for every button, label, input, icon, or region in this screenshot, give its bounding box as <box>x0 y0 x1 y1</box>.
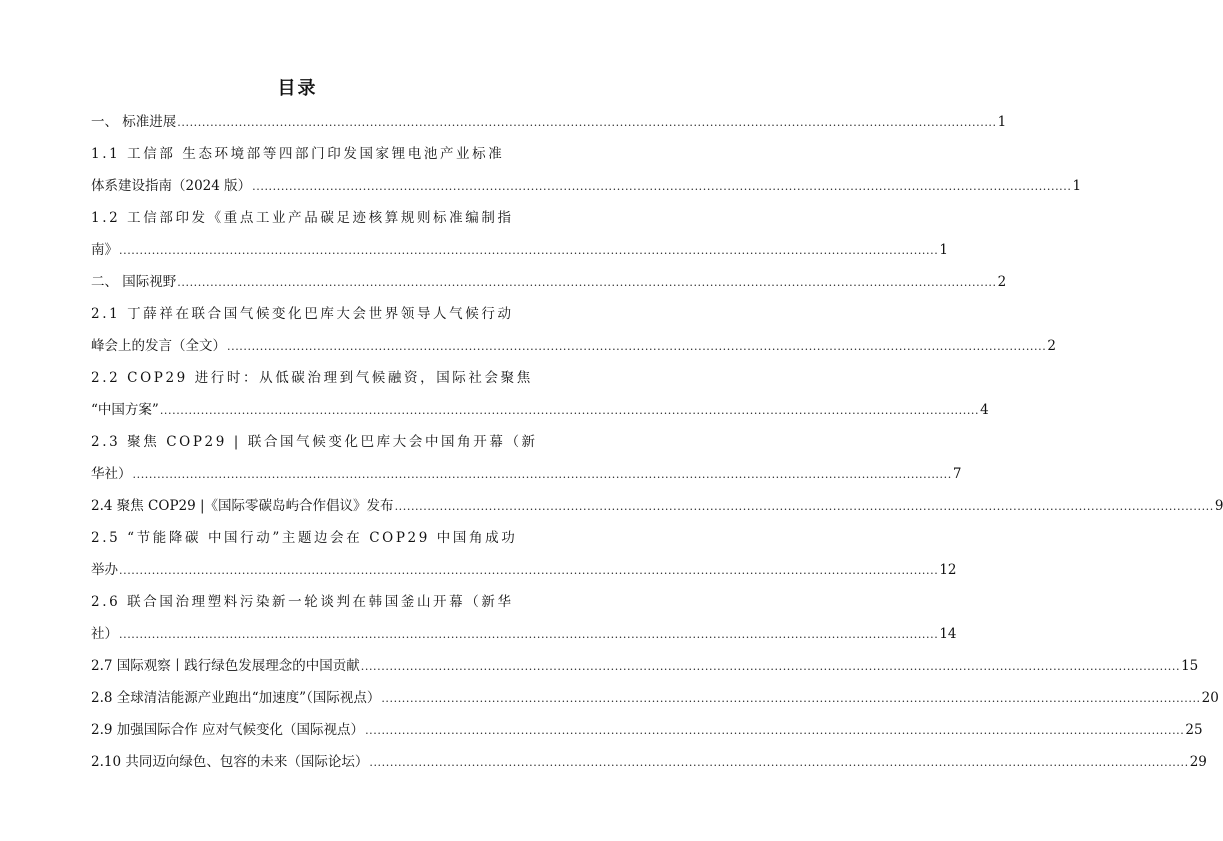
toc-entry-line[interactable] <box>91 650 1199 682</box>
toc-page-number: 7 <box>952 466 962 482</box>
toc-entry-line[interactable] <box>91 522 518 554</box>
toc-entry-text: 2.9 加强国际合作 应对气候变化（国际视点） <box>91 722 365 738</box>
toc-entry-line[interactable] <box>91 298 514 330</box>
toc-entry-line[interactable] <box>91 426 538 458</box>
dot-leader: ........................................................................................................................................................................................................ <box>394 500 1214 513</box>
toc-entry-line[interactable] <box>91 394 989 426</box>
toc-entry-text: 华社） <box>91 466 132 482</box>
toc-entry-line[interactable] <box>91 330 1056 362</box>
toc-entry-text: 体系建设指南（2024 版） <box>91 178 252 194</box>
toc-entry-line[interactable] <box>91 618 957 650</box>
toc-entry-text: 2.6 联合国治理塑料污染新一轮谈判在韩国釜山开幕（新华 <box>91 594 514 610</box>
toc-page-number: 20 <box>1201 690 1219 706</box>
toc-entry-text: 南》 <box>91 242 118 258</box>
toc-entry-line[interactable] <box>91 266 1007 298</box>
dot-leader: ........................................................................................................................................................................................................ <box>159 404 980 417</box>
dot-leader: ........................................................................................................................................................................................................ <box>119 244 939 257</box>
toc-entry-line[interactable] <box>91 490 1223 522</box>
dot-leader: ........................................................................................................................................................................................................ <box>119 564 939 577</box>
dot-leader: ........................................................................................................................................................................................................ <box>365 724 1185 737</box>
toc-page-number: 9 <box>1214 498 1223 514</box>
toc-entry-line[interactable] <box>91 234 948 266</box>
dot-leader: ........................................................................................................................................................................................................ <box>177 276 997 289</box>
toc-entry-text: 社） <box>91 626 118 642</box>
toc-entry-line[interactable] <box>91 138 505 170</box>
toc-entry-line[interactable] <box>91 714 1203 746</box>
toc-page-number: 2 <box>997 274 1007 290</box>
dot-leader: ........................................................................................................................................................................................................ <box>177 116 997 129</box>
toc-entry-line[interactable] <box>91 554 957 586</box>
toc-entry-line[interactable] <box>91 682 1219 714</box>
toc-entry-text: 1.1 工信部 生态环境部等四部门印发国家锂电池产业标准 <box>91 146 505 162</box>
dot-leader: ........................................................................................................................................................................................................ <box>132 468 952 481</box>
toc-entry-text: 1.2 工信部印发《重点工业产品碳足迹核算规则标准编制指 <box>91 210 514 226</box>
toc-entry-text: 2.1 丁薛祥在联合国气候变化巴库大会世界领导人气候行动 <box>91 306 514 322</box>
dot-leader: ........................................................................................................................................................................................................ <box>381 692 1201 705</box>
toc-page-number: 14 <box>939 626 957 642</box>
toc-entry-text: 一、 标准进展 <box>91 114 177 130</box>
toc-entry-text: 二、 国际视野 <box>91 274 177 290</box>
toc-entry-line[interactable] <box>91 586 514 618</box>
dot-leader: ........................................................................................................................................................................................................ <box>227 340 1047 353</box>
toc-entry-text: 2.5 “节能降碳 中国行动”主题边会在 COP29 中国角成功 <box>91 530 518 546</box>
dot-leader: ........................................................................................................................................................................................................ <box>119 628 939 641</box>
dot-leader: ........................................................................................................................................................................................................ <box>252 180 1072 193</box>
toc-page-number: 2 <box>1047 338 1056 354</box>
toc-entry-text: 2.2 COP29 进行时：从低碳治理到气候融资，国际社会聚焦 <box>91 370 533 386</box>
toc-entry-line[interactable] <box>91 202 514 234</box>
toc-entry-text: 2.4 聚焦 COP29 |《国际零碳岛屿合作倡议》发布 <box>91 498 394 514</box>
dot-leader: ........................................................................................................................................................................................................ <box>369 756 1189 769</box>
toc-entry-text: 2.8 全球清洁能源产业跑出“加速度”（国际视点） <box>91 690 381 706</box>
toc-title: 目录 <box>277 78 318 99</box>
toc-page-number: 12 <box>939 562 957 578</box>
toc-entry-line[interactable] <box>91 458 962 490</box>
toc-page-number: 1 <box>939 242 948 258</box>
toc-page-number: 25 <box>1185 722 1203 738</box>
toc-entry-text: 峰会上的发言（全文） <box>91 338 226 354</box>
toc-entry-text: “中国方案” <box>91 402 159 418</box>
dot-leader: ........................................................................................................................................................................................................ <box>360 660 1181 673</box>
toc-entry-line[interactable] <box>91 362 533 394</box>
toc-page-number: 15 <box>1181 658 1199 674</box>
toc-page-number: 1 <box>1072 178 1082 194</box>
toc-entry-text: 举办 <box>91 562 118 578</box>
toc-page-number: 4 <box>980 402 989 418</box>
toc-entry-text: 2.7 国际观察丨践行绿色发展理念的中国贡献 <box>91 658 360 674</box>
toc-entry-text: 2.10 共同迈向绿色、包容的未来（国际论坛） <box>91 754 369 770</box>
toc-entry-text: 2.3 聚焦 COP29 | 联合国气候变化巴库大会中国角开幕（新 <box>91 434 538 450</box>
toc-entry-line[interactable] <box>91 106 1007 138</box>
table-of-contents <box>91 106 1223 778</box>
toc-entry-line[interactable] <box>91 170 1082 202</box>
toc-entry-line[interactable] <box>91 746 1207 778</box>
toc-page-number: 1 <box>997 114 1007 130</box>
toc-page-number: 29 <box>1189 754 1207 770</box>
